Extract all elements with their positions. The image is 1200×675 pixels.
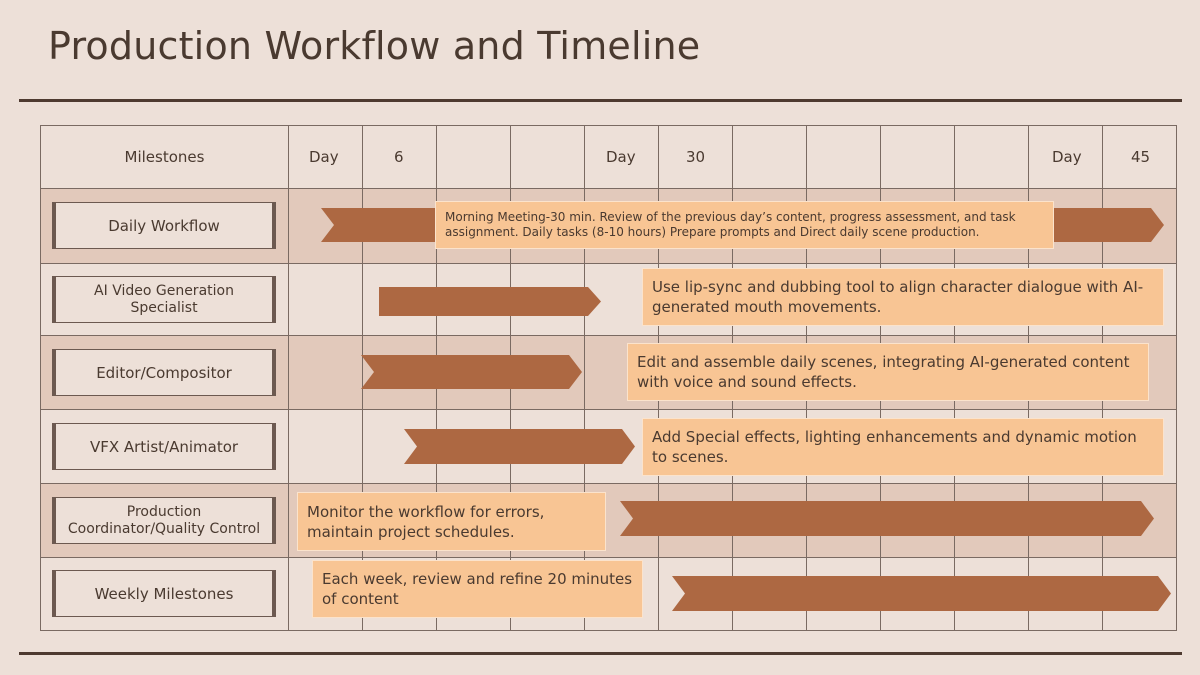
- grid-line: [288, 126, 289, 630]
- header-day-label: Day: [606, 148, 636, 166]
- grid-line: [41, 557, 1176, 558]
- timeline-grid: [40, 125, 1177, 631]
- timeline-arrow: [404, 429, 635, 464]
- grid-line: [41, 483, 1176, 484]
- header-day-number: 30: [686, 148, 706, 166]
- timeline-arrow: [361, 355, 582, 389]
- footer-divider: [19, 652, 1182, 655]
- row-label-production-coordinator: Production Coordinator/Quality Control: [52, 497, 276, 544]
- header-day-number: 6: [394, 148, 404, 166]
- row-label-ai-video-specialist: AI Video Generation Specialist: [52, 276, 276, 323]
- header-day-label: Day: [1052, 148, 1082, 166]
- title-divider: [19, 99, 1182, 102]
- task-note: Morning Meeting-30 min. Review of the previous day’s content, progress assessment, and task assignment. Daily tasks (8-10 hours) Prepare prompts and Direct daily scene production.: [435, 201, 1054, 249]
- task-note: Each week, review and refine 20 minutes of content: [312, 560, 643, 618]
- grid-line: [41, 409, 1176, 410]
- row-label-vfx-artist: VFX Artist/Animator: [52, 423, 276, 470]
- timeline-arrow: [379, 287, 601, 316]
- header-day-label: Day: [309, 148, 339, 166]
- row-label-weekly-milestones: Weekly Milestones: [52, 570, 276, 617]
- header-milestones: Milestones: [124, 148, 205, 166]
- row-label-editor-compositor: Editor/Compositor: [52, 349, 276, 396]
- grid-line: [41, 335, 1176, 336]
- task-note: Edit and assemble daily scenes, integrating AI-generated content with voice and sound effects.: [627, 343, 1149, 401]
- row-label-daily-workflow: Daily Workflow: [52, 202, 276, 249]
- task-note: Monitor the workflow for errors, maintain project schedules.: [297, 492, 606, 551]
- timeline-arrow: [620, 501, 1154, 536]
- grid-line: [41, 263, 1176, 264]
- task-note: Add Special effects, lighting enhancements and dynamic motion to scenes.: [642, 418, 1164, 476]
- header-day-number: 45: [1131, 148, 1151, 166]
- grid-line: [362, 126, 363, 630]
- task-note: Use lip-sync and dubbing tool to align character dialogue with AI-generated mouth movements.: [642, 268, 1164, 326]
- page-title: Production Workflow and Timeline: [48, 24, 701, 68]
- grid-line: [41, 188, 1176, 189]
- timeline-arrow: [672, 576, 1171, 611]
